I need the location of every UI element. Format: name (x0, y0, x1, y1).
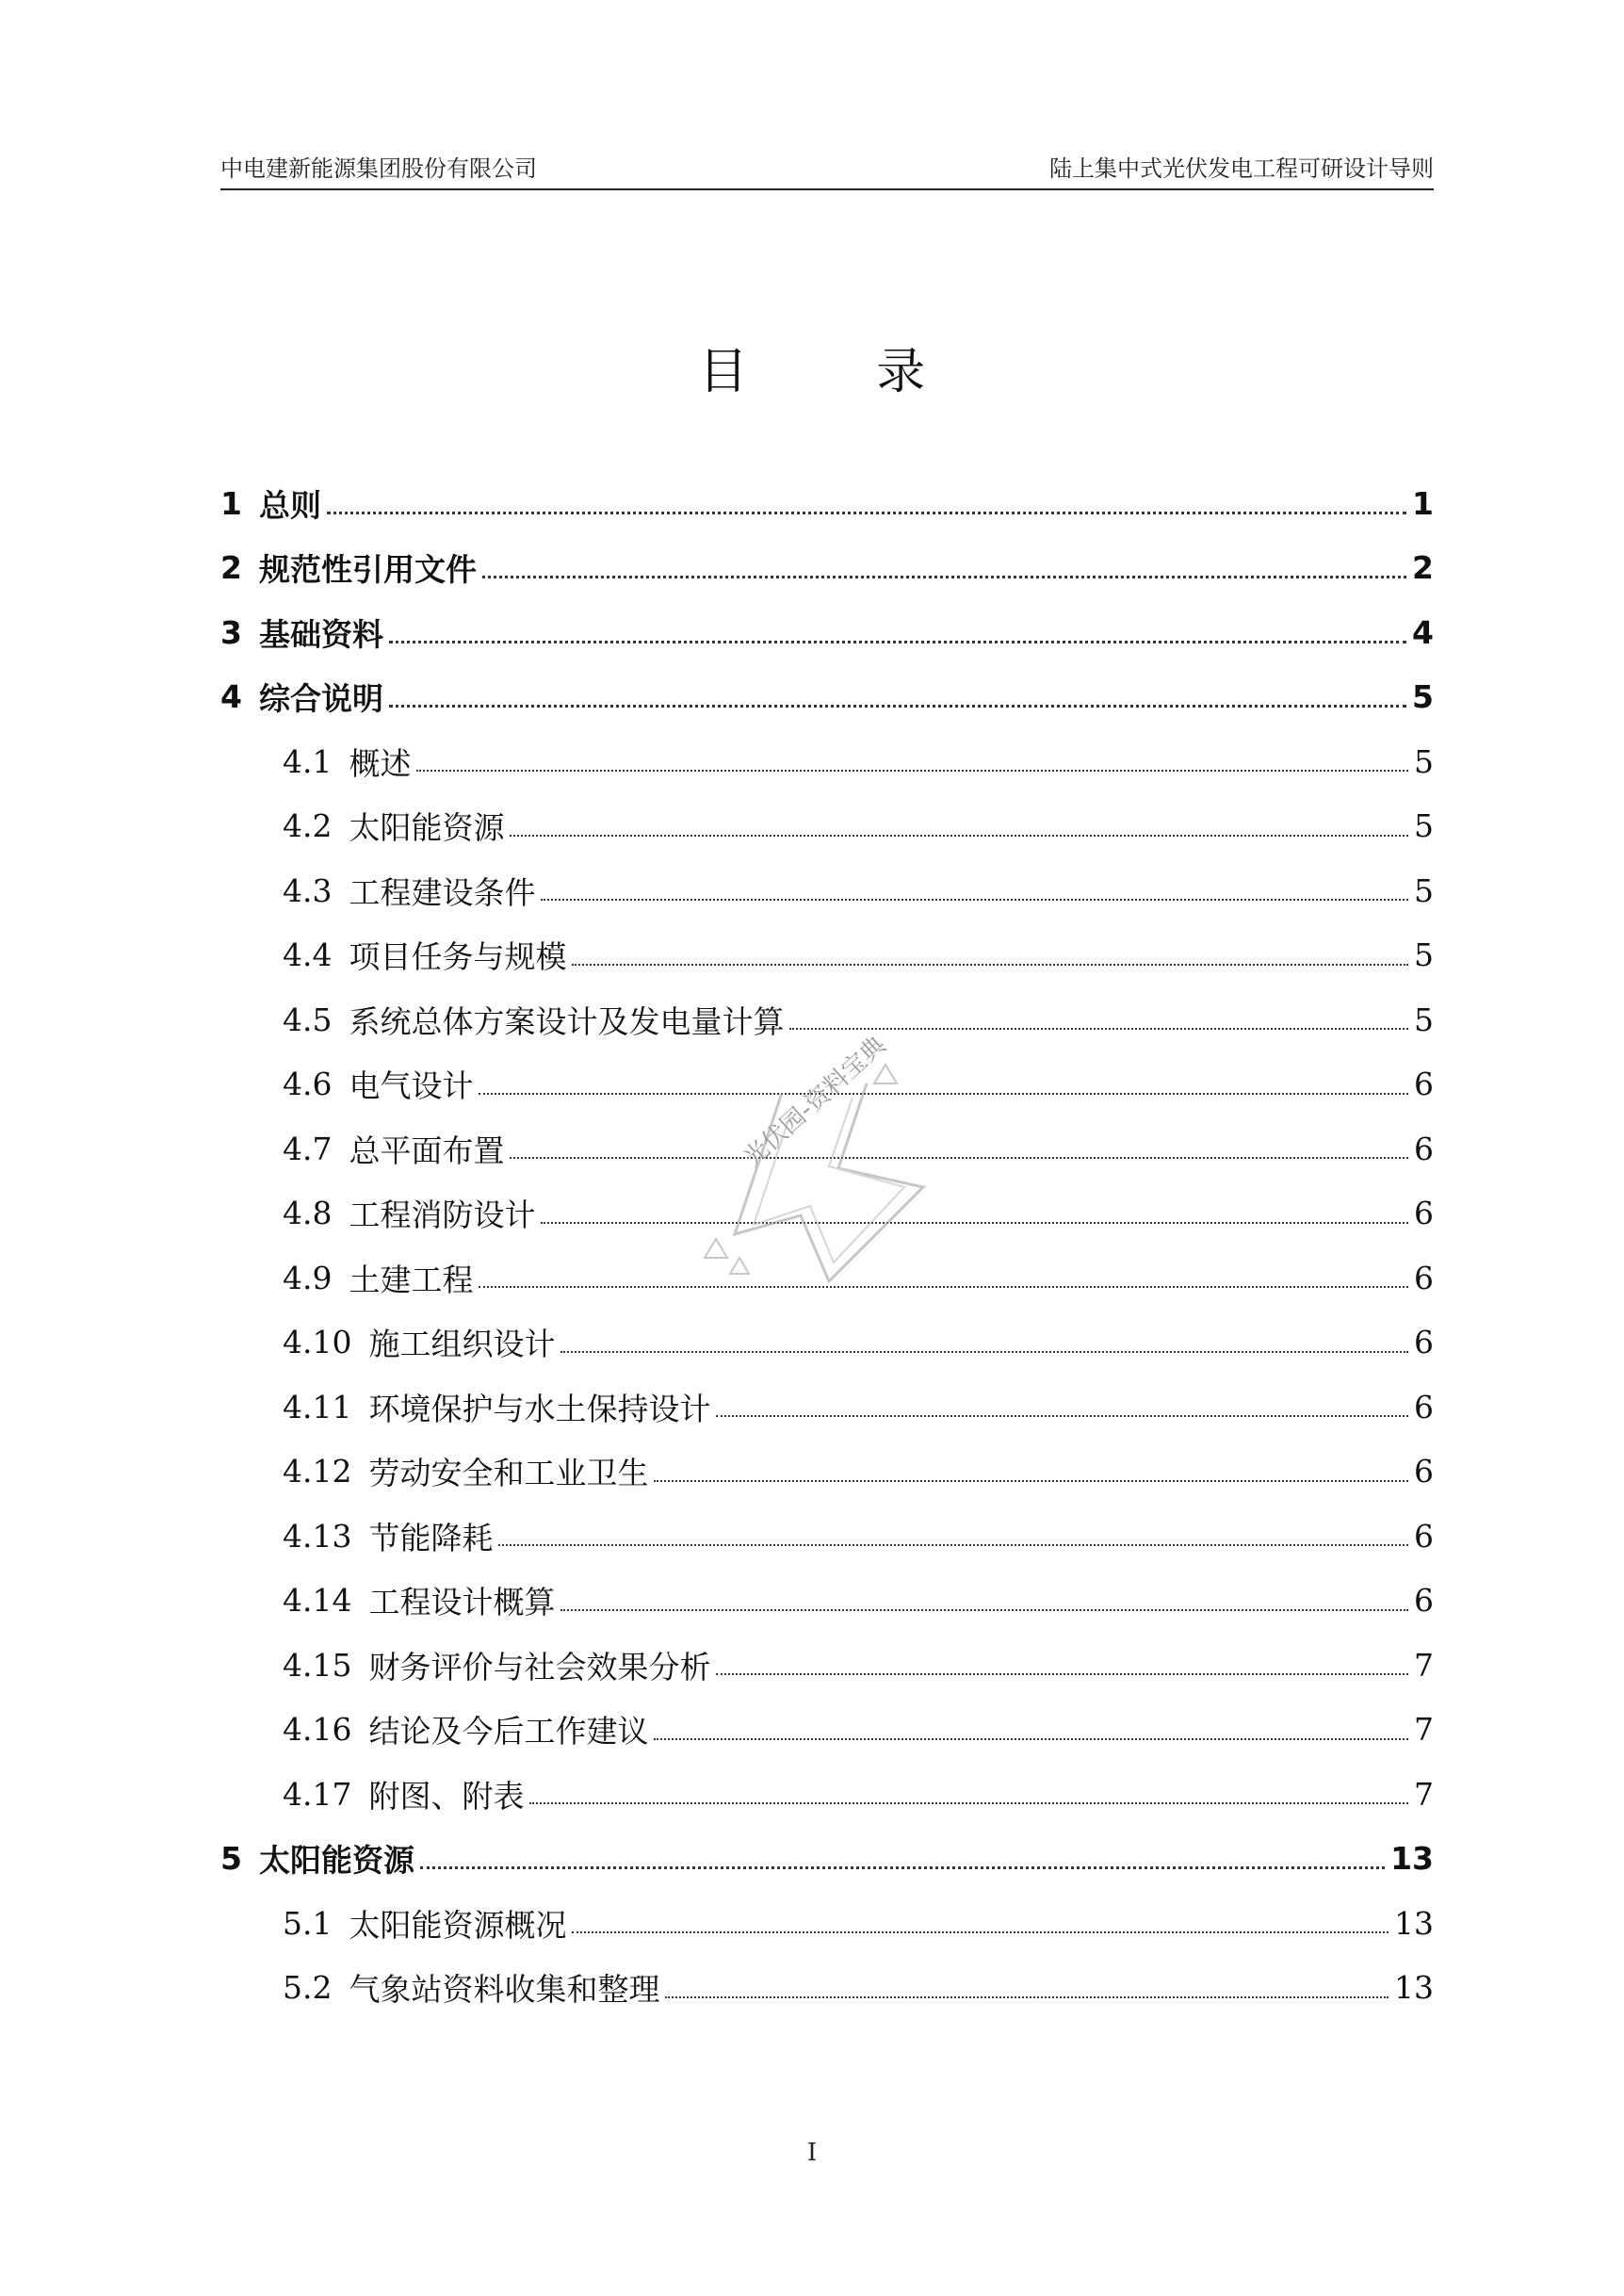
toc-leader-dots (560, 1609, 1408, 1611)
toc-entry-number: 4.17 (283, 1775, 352, 1813)
toc-section-entry[interactable] (220, 1569, 1434, 1634)
toc-leader-dots (572, 964, 1408, 966)
toc-section-entry[interactable] (220, 1440, 1434, 1505)
toc-chapter-entry[interactable] (220, 536, 1434, 601)
toc-section-entry[interactable] (220, 987, 1434, 1052)
page-number: I (806, 2139, 818, 2167)
toc-entry-page: 5 (1414, 871, 1434, 909)
toc-entry-number: 4.7 (283, 1130, 333, 1167)
toc-leader-dots (560, 1351, 1408, 1353)
toc-section-entry[interactable] (220, 1311, 1434, 1376)
toc-entry-number: 4.12 (283, 1453, 352, 1490)
toc-leader-dots (541, 899, 1408, 901)
toc-entry-label: 工程设计概算 (368, 1584, 556, 1621)
toc-leader-dots (510, 835, 1408, 837)
toc-leader-dots (416, 770, 1408, 772)
toc-entry-label: 环境保护与水土保持设计 (368, 1390, 711, 1427)
toc-entry-number: 2 (220, 549, 242, 587)
toc-entry-number: 4.14 (283, 1582, 352, 1620)
toc-entry-page: 6 (1414, 1453, 1434, 1490)
toc-entry-label: 系统总体方案设计及发电量计算 (349, 1002, 785, 1040)
toc-entry-number: 4.5 (283, 1001, 333, 1038)
toc-section-entry[interactable] (220, 1762, 1434, 1827)
toc-entry-label: 财务评价与社会效果分析 (368, 1648, 711, 1685)
toc-entry-page: 5 (1414, 742, 1434, 780)
toc-entry-label: 规范性引用文件 (258, 551, 477, 589)
toc-entry-number: 4.16 (283, 1711, 352, 1749)
toc-entry-page: 6 (1414, 1195, 1434, 1232)
toc-entry-number: 4.4 (283, 936, 333, 974)
toc-entry-page: 13 (1390, 1840, 1434, 1878)
toc-entry-number: 4.15 (283, 1646, 352, 1684)
toc-entry-label: 工程建设条件 (349, 873, 536, 911)
toc-entry-number: 4.2 (283, 807, 333, 845)
toc-chapter-entry[interactable] (220, 1827, 1434, 1892)
toc-leader-dots (572, 1931, 1389, 1933)
toc-entry-page: 7 (1414, 1711, 1434, 1749)
toc-entry-label: 总平面布置 (349, 1132, 505, 1169)
toc-entry-label: 综合说明 (258, 680, 383, 718)
toc-entry-label: 基础资料 (258, 615, 383, 653)
toc-entry-number: 5.1 (283, 1904, 333, 1942)
toc-entry-label: 太阳能资源 (349, 809, 505, 847)
toc-entry-page: 6 (1414, 1130, 1434, 1167)
toc-entry-number: 4.9 (283, 1259, 333, 1296)
header-organization: 中电建新能源集团股份有限公司 (220, 155, 537, 182)
toc-entry-number: 4.11 (283, 1388, 352, 1425)
toc-entry-label: 施工组织设计 (368, 1326, 556, 1363)
toc-entry-page: 7 (1414, 1646, 1434, 1684)
toc-entry-page: 6 (1414, 1388, 1434, 1425)
toc-entry-label: 项目任务与规模 (349, 938, 567, 976)
toc-entry-number: 4.8 (283, 1195, 333, 1232)
toc-entry-label: 总则 (258, 486, 321, 524)
toc-section-entry[interactable] (220, 923, 1434, 988)
toc-entry-page: 4 (1412, 613, 1434, 651)
toc-title: 目 录 (698, 344, 983, 400)
toc-chapter-entry[interactable] (220, 600, 1434, 665)
toc-entry-number: 1 (220, 484, 242, 522)
toc-leader-dots (389, 705, 1406, 708)
toc-section-entry[interactable] (220, 1891, 1434, 1956)
toc-leader-dots (716, 1673, 1408, 1675)
toc-entry-label: 太阳能资源概况 (349, 1906, 567, 1944)
toc-entry-label: 节能降耗 (368, 1519, 494, 1556)
toc-leader-dots (789, 1028, 1408, 1030)
toc-leader-dots (529, 1802, 1408, 1804)
toc-entry-number: 4.13 (283, 1517, 352, 1555)
toc-entry-page: 2 (1412, 549, 1434, 587)
running-header (220, 153, 1434, 190)
toc-entry-label: 劳动安全和工业卫生 (368, 1455, 649, 1492)
toc-chapter-entry[interactable] (220, 471, 1434, 536)
toc-entry-label: 工程消防设计 (349, 1197, 536, 1234)
toc-entry-page: 13 (1394, 1969, 1434, 2007)
toc-entry-label: 附图、附表 (368, 1777, 525, 1815)
toc-entry-label: 结论及今后工作建议 (368, 1713, 649, 1750)
toc-entry-number: 4 (220, 678, 242, 716)
toc-entry-page: 1 (1412, 484, 1434, 522)
toc-entry-label: 土建工程 (349, 1261, 474, 1298)
toc-entry-page: 6 (1414, 1324, 1434, 1361)
toc-entry-number: 4.10 (283, 1324, 352, 1361)
toc-chapter-entry[interactable] (220, 665, 1434, 730)
toc-leader-dots (665, 1996, 1389, 1998)
toc-entry-number: 5 (220, 1840, 242, 1878)
toc-entry-number: 4.1 (283, 742, 333, 780)
toc-entry-page: 7 (1414, 1775, 1434, 1813)
toc-entry-page: 5 (1412, 678, 1434, 716)
toc-entry-page: 5 (1414, 1001, 1434, 1038)
toc-leader-dots (389, 641, 1406, 643)
toc-section-entry[interactable] (220, 858, 1434, 923)
toc-entry-number: 5.2 (283, 1969, 333, 2007)
toc-leader-dots (654, 1738, 1408, 1740)
header-document-title: 陆上集中式光伏发电工程可研设计导则 (1049, 155, 1434, 182)
toc-entry-page: 13 (1394, 1904, 1434, 1942)
toc-section-entry[interactable] (220, 1698, 1434, 1763)
toc-leader-dots (327, 512, 1406, 514)
toc-leader-dots (482, 576, 1406, 578)
toc-section-entry[interactable] (220, 1375, 1434, 1440)
toc-entry-page: 5 (1414, 807, 1434, 845)
toc-section-entry[interactable] (220, 1633, 1434, 1698)
toc-entry-label: 概述 (349, 744, 412, 782)
toc-section-entry[interactable] (220, 729, 1434, 794)
toc-section-entry[interactable] (220, 1504, 1434, 1569)
toc-leader-dots (420, 1866, 1385, 1869)
toc-entry-number: 4.6 (283, 1066, 333, 1103)
toc-leader-dots (498, 1544, 1408, 1546)
toc-entry-page: 6 (1414, 1582, 1434, 1620)
toc-entry-page: 6 (1414, 1517, 1434, 1555)
toc-entry-number: 3 (220, 613, 242, 651)
watermark-text: 光伏园-资料宝典 (739, 1031, 892, 1173)
toc-entry-label: 电气设计 (349, 1067, 474, 1105)
toc-section-entry[interactable] (220, 794, 1434, 859)
toc-leader-dots (716, 1415, 1408, 1417)
toc-entry-page: 6 (1414, 1259, 1434, 1296)
toc-entry-label: 太阳能资源 (258, 1842, 414, 1880)
toc-entry-label: 气象站资料收集和整理 (349, 1971, 660, 2009)
toc-entry-number: 4.3 (283, 871, 333, 909)
toc-entry-page: 6 (1414, 1066, 1434, 1103)
toc-section-entry[interactable] (220, 1956, 1434, 2021)
toc-leader-dots (654, 1480, 1408, 1482)
toc-entry-page: 5 (1414, 936, 1434, 974)
